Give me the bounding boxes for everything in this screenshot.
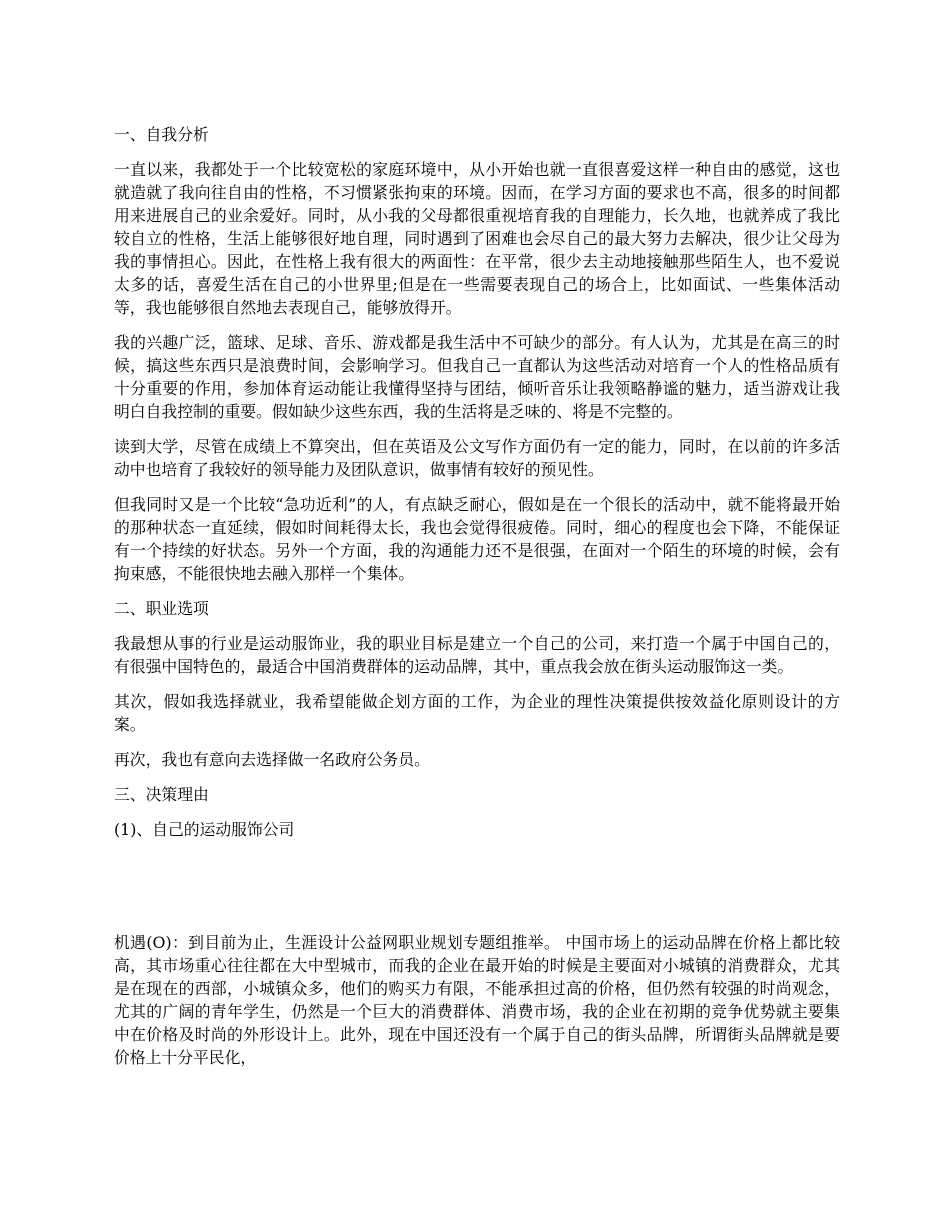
section-heading-decision-reasons: 三、决策理由 xyxy=(114,785,209,804)
blank-space xyxy=(114,853,840,931)
section-heading-self-analysis: 一、自我分析 xyxy=(114,125,209,144)
document-page xyxy=(114,123,840,1081)
subsection-heading: (1)、自己的运动服饰公司 xyxy=(114,820,295,839)
paragraph: 但我同时又是一个比较“急功近利”的人，有点缺乏耐心，假如是在一个很长的活动中，就不能将最开始的那种状态一直延续，假如时间耗得太长，我也会觉得很疲倦。同时，细心的程度也会下降，不能保证有一个持续的好状态。另外一个方面，我的沟通能力还不是很强，在面对一个陌生的环境的时候，会有拘束感，不能很快地去融入那样一个集体。 xyxy=(114,495,840,583)
paragraph: 我最想从事的行业是运动服饰业，我的职业目标是建立一个自己的公司，来打造一个属于中国自己的，有很强中国特色的，最适合中国消费群体的运动品牌，其中，重点我会放在街头运动服饰这一类。 xyxy=(114,634,840,676)
paragraph: 机遇(O)：到目前为止，生涯设计公益网职业规划专题组推举。 中国市场上的运动品牌在价格上都比较高，其市场重心往往都在大中型城市，而我的企业在最开始的时候是主要面对小城镇的消费群众，尤其是在现在的西部，小城镇众多，他们的购买力有限，不能承担过高的价格，但仍然有较强的时尚观念，尤其的广阔的青年学生，仍然是一个巨大的消费群体、消费市场，我的企业在初期的竞争优势就主要集中在价格及时尚的外形设计上。此外，现在中国还没有一个属于自己的街头品牌，所谓街头品牌就是要价格上十分平民化， xyxy=(114,933,840,1067)
paragraph: 再次，我也有意向去选择做一名政府公务员。 xyxy=(114,750,430,769)
section-heading-career-options: 二、职业选项 xyxy=(114,599,209,618)
paragraph: 一直以来，我都处于一个比较宽松的家庭环境中，从小开始也就一直很喜爱这样一种自由的感觉，这也就造就了我向往自由的性格，不习惯紧张拘束的环境。因而，在学习方面的要求也不高，很多的时间都用来进展自己的业余爱好。同时，从小我的父母都很重视培育我的自理能力，长久地，也就养成了我比较自立的性格，生活上能够很好地自理，同时遇到了困难也会尽自己的最大努力去解决，很少让父母为我的事情担心。因此，在性格上我有很大的两面性：在平常，很少去主动地接触那些陌生人，也不爱说太多的话，喜爱生活在自己的小世界里;但是在一些需要表现自己的场合上，比如面试、一些集体活动等，我也能够很自然地去表现自己，能够放得开。 xyxy=(114,160,840,317)
paragraph: 我的兴趣广泛，篮球、足球、音乐、游戏都是我生活中不可缺少的部分。有人认为，尤其是在高三的时候，搞这些东西只是浪费时间，会影响学习。但我自己一直都认为这些活动对培育一个人的性格品质有十分重要的作用，参加体育运动能让我懂得坚持与团结，倾听音乐让我领略静谧的魅力，适当游戏让我明白自我控制的重要。假如缺少这些东西，我的生活将是乏味的、将是不完整的。 xyxy=(114,333,840,421)
paragraph: 读到大学，尽管在成绩上不算突出，但在英语及公文写作方面仍有一定的能力，同时，在以前的许多活动中也培育了我较好的领导能力及团队意识，做事情有较好的预见性。 xyxy=(114,437,840,479)
paragraph: 其次，假如我选择就业，我希望能做企划方面的工作，为企业的理性决策提供按效益化原则设计的方案。 xyxy=(114,692,840,734)
